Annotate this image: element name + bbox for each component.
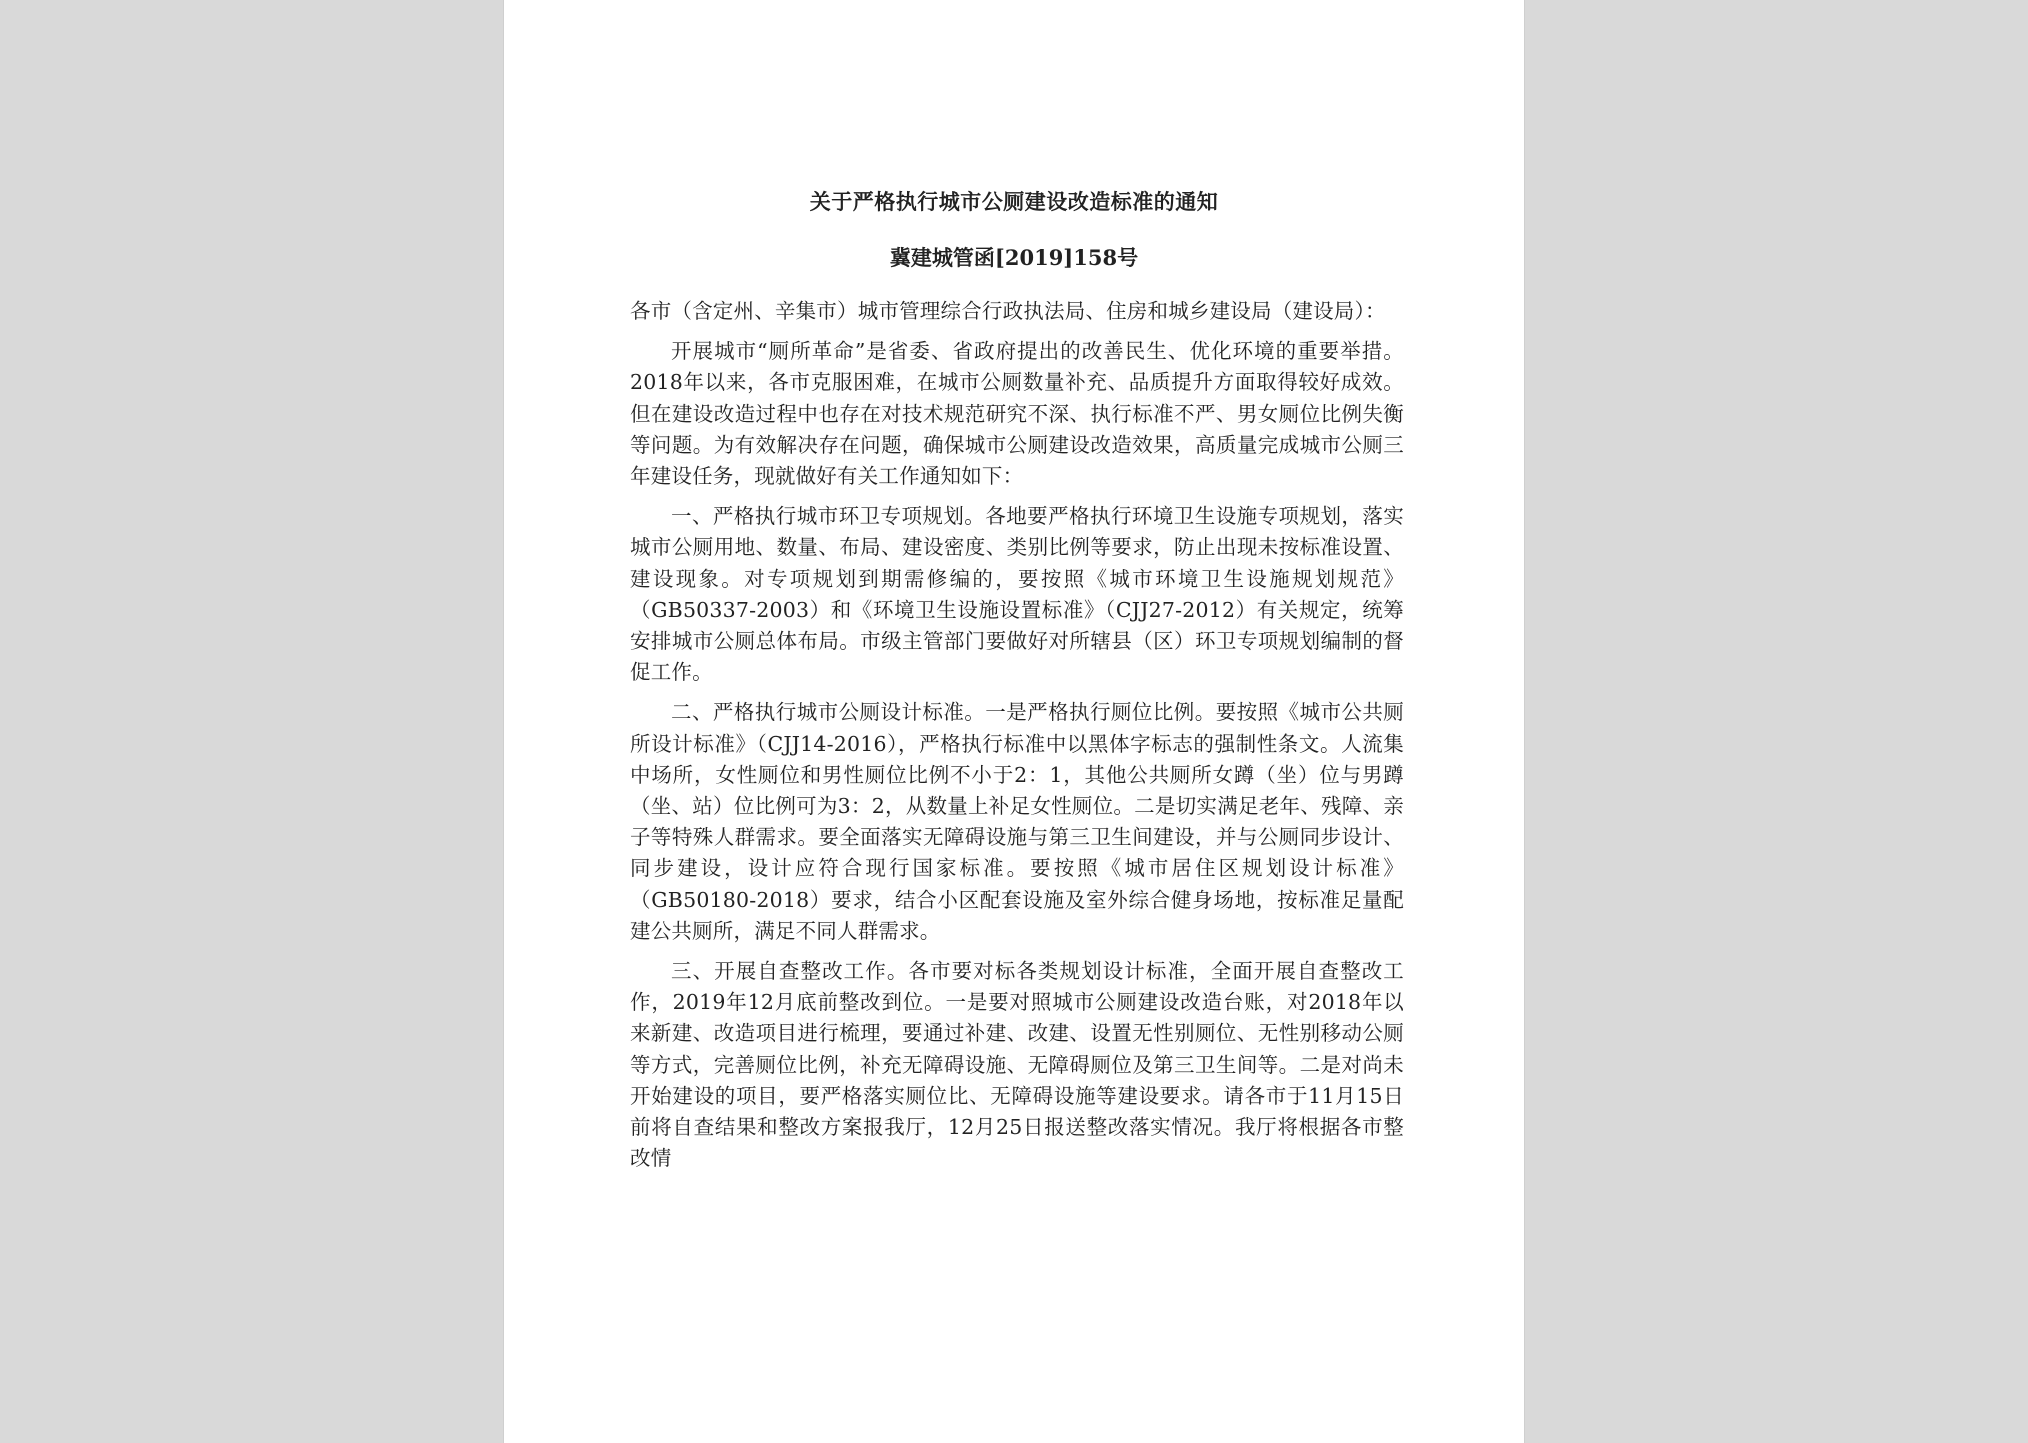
document-page: [504, 0, 1524, 1443]
paragraph-section-2: 二、严格执行城市公厕设计标准。一是严格执行厕位比例。要按照《城市公共厕所设计标准》（CJJ14-2016），严格执行标准中以黑体字标志的强制性条文。人流集中场所，女性厕位和男性厕位比例不小于2：1，其他公共厕所女蹲（坐）位与男蹲（坐、站）位比例可为3：2，从数量上补足女性厕位。二是切实满足老年、残障、亲子等特殊人群需求。要全面落实无障碍设施与第三卫生间建设，并与公厕同步设计、同步建设，设计应符合现行国家标准。要按照《城市居住区规划设计标准》（GB50180-2018）要求，结合小区配套设施及室外综合健身场地，按标准足量配建公共厕所，满足不同人群需求。: [630, 700, 1404, 943]
paragraph-section-3: 三、开展自查整改工作。各市要对标各类规划设计标准，全面开展自查整改工作，2019年12月底前整改到位。一是要对照城市公厕建设改造台账，对2018年以来新建、改造项目进行梳理，要通过补建、改建、设置无性别厕位、无性别移动公厕等方式，完善厕位比例，补充无障碍设施、无障碍厕位及第三卫生间等。二是对尚未开始建设的项目，要严格落实厕位比、无障碍设施等建设要求。请各市于11月15日前将自查结果和整改方案报我厅，12月25日报送整改落实情况。我厅将根据各市整改情: [630, 959, 1404, 1171]
paragraph-section-1: 一、严格执行城市环卫专项规划。各地要严格执行环境卫生设施专项规划，落实城市公厕用地、数量、布局、建设密度、类别比例等要求，防止出现未按标准设置、建设现象。对专项规划到期需修编的，要按照《城市环境卫生设施规划规范》（GB50337-2003）和《环境卫生设施设置标准》（CJJ27-2012）有关规定，统筹安排城市公厕总体布局。市级主管部门要做好对所辖县（区）环卫专项规划编制的督促工作。: [630, 504, 1404, 685]
document-number: 冀建城管函[2019]158号: [889, 245, 1139, 270]
document-title: 关于严格执行城市公厕建设改造标准的通知: [809, 189, 1219, 214]
addressee-line: 各市（含定州、辛集市）城市管理综合行政执法局、住房和城乡建设局（建设局）：: [630, 299, 1386, 323]
paragraph-intro: 开展城市“厕所革命”是省委、省政府提出的改善民生、优化环境的重要举措。2018年以来，各市克服困难，在城市公厕数量补充、品质提升方面取得较好成效。但在建设改造过程中也存在对技术规范研究不深、执行标准不严、男女厕位比例失衡等问题。为有效解决存在问题，确保城市公厕建设改造效果，高质量完成城市公厕三年建设任务，现就做好有关工作通知如下：: [630, 339, 1404, 489]
document-body: [630, 296, 1404, 1183]
